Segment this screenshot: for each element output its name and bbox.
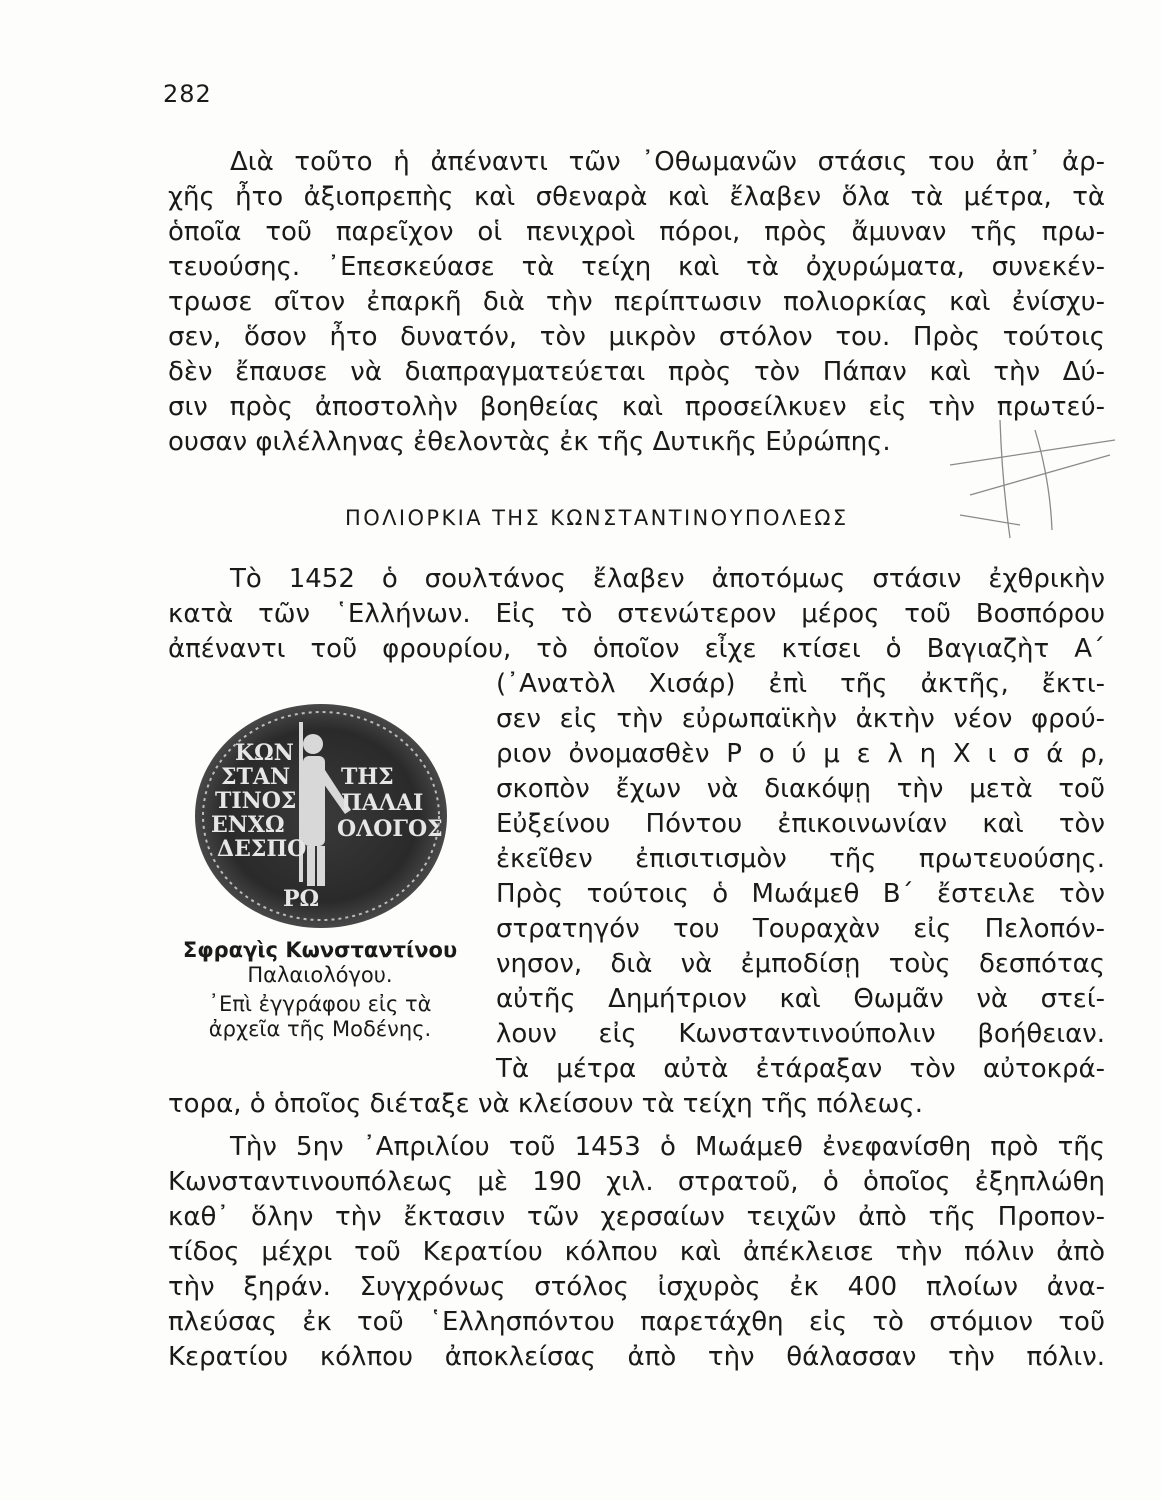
svg-text:ΚΩΝ: ΚΩΝ (235, 740, 294, 766)
para2-line: τορα, ὁ ὁποῖος διέταξε νὰ κλείσουν τὰ τείχη τῆς πόλεως. (168, 1089, 923, 1119)
para1-line: σεν, ὅσον ἦτο δυνατόν, τὸν μικρὸν στόλον του. Πρὸς τούτοις (168, 322, 1105, 352)
svg-text:ΠΑΛΑΙ: ΠΑΛΑΙ (341, 790, 424, 816)
para2-column-line: λουν εἰς Κωνσταντινούπολιν βοήθειαν. (496, 1019, 1105, 1049)
para2-column-line: ἐκεῖθεν ἐπισιτισμὸν τῆς πρωτευούσης. (496, 844, 1105, 874)
para2-column-line: νησον, διὰ νὰ ἐμποδίσῃ τοὺς δεσπότας (496, 949, 1105, 979)
para1-line: ουσαν φιλέλληνας ἐθελοντὰς ἐκ τῆς Δυτικῆς Εὐρώπης. (168, 427, 891, 457)
figure-caption-note: ᾿Επὶ ἐγγράφου εἰς τὰ (208, 992, 432, 1016)
seal-image (191, 700, 451, 932)
figure-caption-note: ἀρχεῖα τῆς Μοδένης. (208, 1017, 432, 1041)
para2-line: ἀπέναντι τοῦ φρουρίου, τὸ ὁποῖον εἶχε κτίσει ὁ Βαγιαζὴτ Α´ (168, 634, 1105, 664)
para2-line: Τὸ 1452 ὁ σουλτάνος ἔλαβεν ἀποτόμως στάσιν ἐχθρικὴν (230, 564, 1105, 594)
svg-text:ΕΝΧΩ: ΕΝΧΩ (211, 812, 285, 838)
para3-line: Κωνσταντινουπόλεως μὲ 190 χιλ. στρατοῦ, ὁ ὁποῖος ἐξηπλώθη (168, 1167, 1105, 1197)
para3-line: καθ᾿ ὅλην τὴν ἔκτασιν τῶν χερσαίων τειχῶν ἀπὸ τῆς Προπον- (168, 1202, 1105, 1232)
para1-line: χῆς ἦτο ἀξιοπρεπὴς καὶ σθεναρὰ καὶ ἔλαβεν ὅλα τὰ μέτρα, τὰ (168, 182, 1105, 212)
para2-column-line: Τὰ μέτρα αὐτὰ ἐτάραξαν τὸν αὐτοκρά- (496, 1054, 1105, 1084)
svg-text:ΤΗΣ: ΤΗΣ (341, 764, 394, 790)
para3-line: Κερατίου κόλπου ἀποκλείσας ἀπὸ τὴν θάλασσαν τὴν πόλιν. (168, 1342, 1105, 1372)
pencil-mark-icon (940, 420, 1120, 540)
para2-column-line: στρατηγόν του Τουραχὰν εἰς Πελοπόν- (496, 914, 1105, 944)
para1-line: τευούσης. ᾿Επεσκεύασε τὰ τείχη καὶ τὰ ὀχυρώματα, συνεκέν- (168, 252, 1105, 282)
para2-column-line: (᾿Ανατὸλ Χισάρ) ἐπὶ τῆς ἀκτῆς, ἔκτι- (496, 669, 1105, 699)
para3-line: Τὴν 5ην ᾿Απριλίου τοῦ 1453 ὁ Μωάμεθ ἐνεφανίσθη πρὸ τῆς (230, 1132, 1105, 1162)
svg-text:ΔΕΣΠΟ: ΔΕΣΠΟ (217, 836, 307, 862)
para3-line: τίδος μέχρι τοῦ Κερατίου κόλπου καὶ ἀπέκλεισε τὴν πόλιν ἀπὸ (168, 1237, 1105, 1267)
section-heading: ΠΟΛΙΟΡΚΙΑ ΤΗΣ ΚΩΝΣΤΑΝΤΙΝΟΥΠΟΛΕΩΣ (345, 506, 849, 530)
para1-line: ὁποῖα τοῦ παρεῖχον οἱ πενιχροὶ πόροι, πρὸς ἄμυναν τῆς πρω- (168, 217, 1105, 247)
para2-column-line: Εὐξείνου Πόντου ἐπικοινωνίαν καὶ τὸν (496, 809, 1105, 839)
para1-line: δὲν ἔπαυσε νὰ διαπραγματεύεται πρὸς τὸν Πάπαν καὶ τὴν Δύ- (168, 357, 1105, 387)
svg-text:ΤΙΝΟΣ: ΤΙΝΟΣ (215, 788, 297, 814)
para2-line: κατὰ τῶν ῾Ελλήνων. Εἰς τὸ στενώτερον μέρος τοῦ Βοσπόρου (168, 599, 1105, 629)
para1-line: σιν πρὸς ἀποστολὴν βοηθείας καὶ προσείλκυεν εἰς τὴν πρωτεύ- (168, 392, 1105, 422)
para2-column-line: σκοπὸν ἔχων νὰ διακόψῃ τὴν μετὰ τοῦ (496, 774, 1105, 804)
para2-column-line: Πρὸς τούτοις ὁ Μωάμεθ Β´ ἔστειλε τὸν (496, 879, 1105, 909)
figure-caption-title: Παλαιολόγου. (247, 963, 393, 987)
para1-line: τρωσε σῖτον ἐπαρκῆ διὰ τὴν περίπτωσιν πολιορκίας καὶ ἐνίσχυ- (168, 287, 1105, 317)
para3-line: τὴν ξηράν. Συγχρόνως στόλος ἰσχυρὸς ἐκ 400 πλοίων ἀνα- (168, 1272, 1105, 1302)
para3-line: πλεύσας ἐκ τοῦ ῾Ελλησπόντου παρετάχθη εἰς τὸ στόμιον τοῦ (168, 1307, 1105, 1337)
svg-text:ΡΩ: ΡΩ (283, 886, 320, 912)
page-number: 282 (163, 80, 212, 108)
figure-caption-title: Σφραγὶς Κωνσταντίνου (182, 938, 458, 962)
svg-text:ΣΤΑΝ: ΣΤΑΝ (221, 764, 291, 790)
para1-line: Διὰ τοῦτο ἡ ἀπέναντι τῶν ᾿Οθωμανῶν στάσις του ἀπ᾿ ἀρ- (230, 147, 1105, 177)
para2-column-line: αὐτῆς Δημήτριον καὶ Θωμᾶν νὰ στεί- (496, 984, 1105, 1014)
svg-text:ΟΛΟΓΟΣ: ΟΛΟΓΟΣ (337, 816, 443, 842)
para2-column-line: ριον ὀνομασθὲν Ρ ο ύ μ ε λ η Χ ι σ ά ρ, (496, 739, 1105, 769)
para2-column-line: σεν εἰς τὴν εὐρωπαϊκὴν ἀκτὴν νέον φρού- (496, 704, 1105, 734)
